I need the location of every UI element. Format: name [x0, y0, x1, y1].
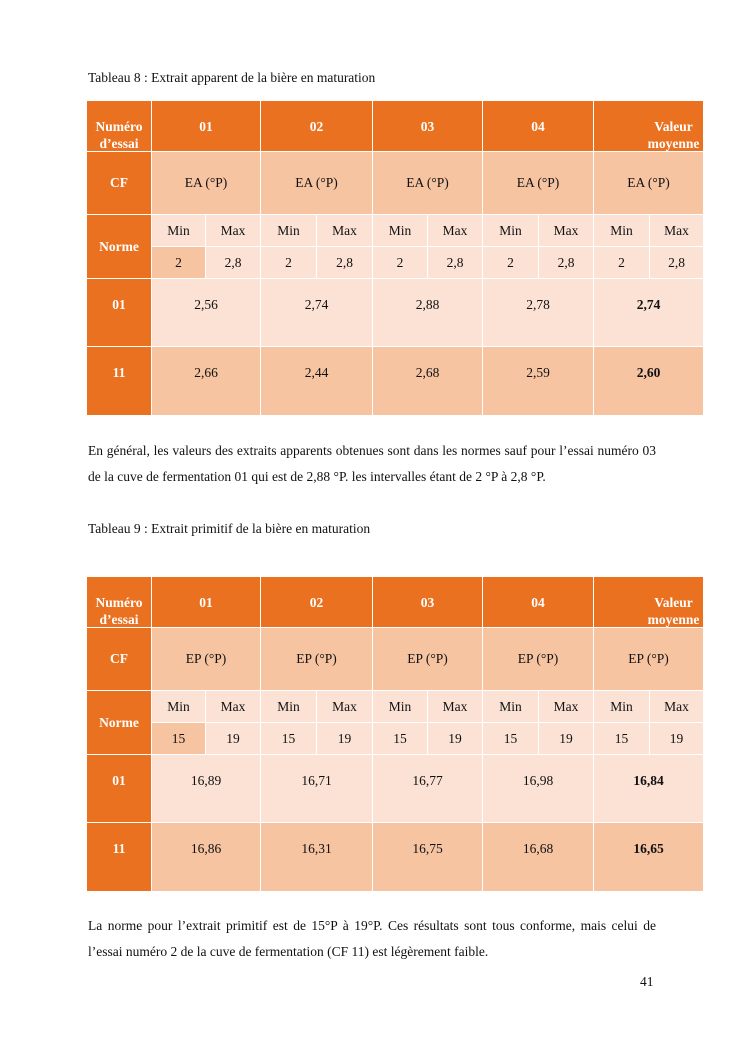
norme-min-cell: 2: [152, 247, 206, 279]
header-cell: Valeur moyenne: [594, 577, 704, 628]
min-label-cell: Min: [261, 215, 317, 247]
norme-max-cell: 2,8: [317, 247, 373, 279]
cf-label-cell: CF: [87, 152, 152, 215]
norme-min-cell: 15: [594, 723, 650, 755]
norme-label-cell: Norme: [87, 691, 152, 755]
norme-max-cell: 2,8: [206, 247, 261, 279]
norme-min-cell: 15: [373, 723, 428, 755]
measure-cell: EP (°P): [483, 628, 594, 691]
min-label-cell: Min: [594, 215, 650, 247]
paragraph-ep: La norme pour l’extrait primitif est de 15°P à 19°P. Ces résultats sont tous conforme, mais celui de l’essai numéro 2 de la cuve de fermentation (CF 11) est légèrement faible.: [88, 918, 656, 959]
value-cell: 2,59: [483, 347, 594, 416]
min-label-cell: Min: [373, 691, 428, 723]
measure-cell: EA (°P): [594, 152, 704, 215]
header-cell: 02: [261, 101, 373, 152]
norme-min-cell: 15: [152, 723, 206, 755]
cf-number-cell: 01: [87, 279, 152, 347]
norme-min-cell: 2: [373, 247, 428, 279]
header-cell: 01: [152, 101, 261, 152]
paragraph-ea: En général, les valeurs des extraits apparents obtenues sont dans les normes sauf pour l’essai numéro 03 de la cuve de fermentation 01 qui est de 2,88 °P. les intervalles étant de 2 °P à 2,8 °P.: [88, 443, 656, 484]
max-label-cell: Max: [206, 691, 261, 723]
max-label-cell: Max: [317, 215, 373, 247]
max-label-cell: Max: [650, 691, 704, 723]
norme-min-cell: 15: [261, 723, 317, 755]
value-cell: 16,98: [483, 755, 594, 823]
max-label-cell: Max: [317, 691, 373, 723]
norme-min-cell: 15: [483, 723, 539, 755]
norme-min-cell: 2: [594, 247, 650, 279]
max-label-cell: Max: [539, 691, 594, 723]
min-label-cell: Min: [152, 215, 206, 247]
measure-cell: EP (°P): [373, 628, 483, 691]
header-cell: 04: [483, 577, 594, 628]
norme-max-cell: 19: [206, 723, 261, 755]
min-label-cell: Min: [152, 691, 206, 723]
max-label-cell: Max: [206, 215, 261, 247]
mean-value-cell: 2,60: [594, 347, 704, 416]
value-cell: 16,89: [152, 755, 261, 823]
min-label-cell: Min: [483, 691, 539, 723]
header-cell: 02: [261, 577, 373, 628]
measure-cell: EA (°P): [152, 152, 261, 215]
header-cell-trial-number: Numéro d’essai: [87, 101, 152, 152]
value-cell: 2,66: [152, 347, 261, 416]
mean-value-cell: 2,74: [594, 279, 704, 347]
min-label-cell: Min: [483, 215, 539, 247]
header-cell: 03: [373, 577, 483, 628]
min-label-cell: Min: [261, 691, 317, 723]
max-label-cell: Max: [428, 215, 483, 247]
table8: [87, 101, 704, 416]
measure-cell: EA (°P): [261, 152, 373, 215]
cf-number-cell: 11: [87, 347, 152, 416]
norme-label-cell: Norme: [87, 215, 152, 279]
page-number: 41: [640, 974, 654, 989]
value-cell: 2,68: [373, 347, 483, 416]
measure-cell: EP (°P): [261, 628, 373, 691]
norme-max-cell: 19: [317, 723, 373, 755]
table8-caption: Tableau 8 : Extrait apparent de la bière en maturation: [88, 70, 376, 85]
value-cell: 2,78: [483, 279, 594, 347]
header-cell: Valeur moyenne: [594, 101, 704, 152]
cf-number-cell: 11: [87, 823, 152, 892]
max-label-cell: Max: [428, 691, 483, 723]
mean-value-cell: 16,84: [594, 755, 704, 823]
value-cell: 2,56: [152, 279, 261, 347]
norme-min-cell: 2: [261, 247, 317, 279]
header-cell: 04: [483, 101, 594, 152]
header-cell: 01: [152, 577, 261, 628]
norme-max-cell: 2,8: [539, 247, 594, 279]
value-cell: 2,44: [261, 347, 373, 416]
measure-cell: EP (°P): [594, 628, 704, 691]
min-label-cell: Min: [594, 691, 650, 723]
norme-max-cell: 19: [650, 723, 704, 755]
cf-label-cell: CF: [87, 628, 152, 691]
norme-max-cell: 19: [428, 723, 483, 755]
value-cell: 2,88: [373, 279, 483, 347]
value-cell: 16,68: [483, 823, 594, 892]
value-cell: 2,74: [261, 279, 373, 347]
table9: [87, 577, 704, 890]
max-label-cell: Max: [539, 215, 594, 247]
norme-max-cell: 19: [539, 723, 594, 755]
mean-value-cell: 16,65: [594, 823, 704, 892]
header-cell-trial-number: Numéro d’essai: [87, 577, 152, 628]
measure-cell: EP (°P): [152, 628, 261, 691]
value-cell: 16,86: [152, 823, 261, 892]
norme-max-cell: 2,8: [428, 247, 483, 279]
measure-cell: EA (°P): [483, 152, 594, 215]
norme-min-cell: 2: [483, 247, 539, 279]
measure-cell: EA (°P): [373, 152, 483, 215]
min-label-cell: Min: [373, 215, 428, 247]
norme-max-cell: 2,8: [650, 247, 704, 279]
header-cell: 03: [373, 101, 483, 152]
value-cell: 16,75: [373, 823, 483, 892]
value-cell: 16,77: [373, 755, 483, 823]
value-cell: 16,31: [261, 823, 373, 892]
value-cell: 16,71: [261, 755, 373, 823]
max-label-cell: Max: [650, 215, 704, 247]
table9-caption: Tableau 9 : Extrait primitif de la bière en maturation: [88, 521, 371, 536]
cf-number-cell: 01: [87, 755, 152, 823]
